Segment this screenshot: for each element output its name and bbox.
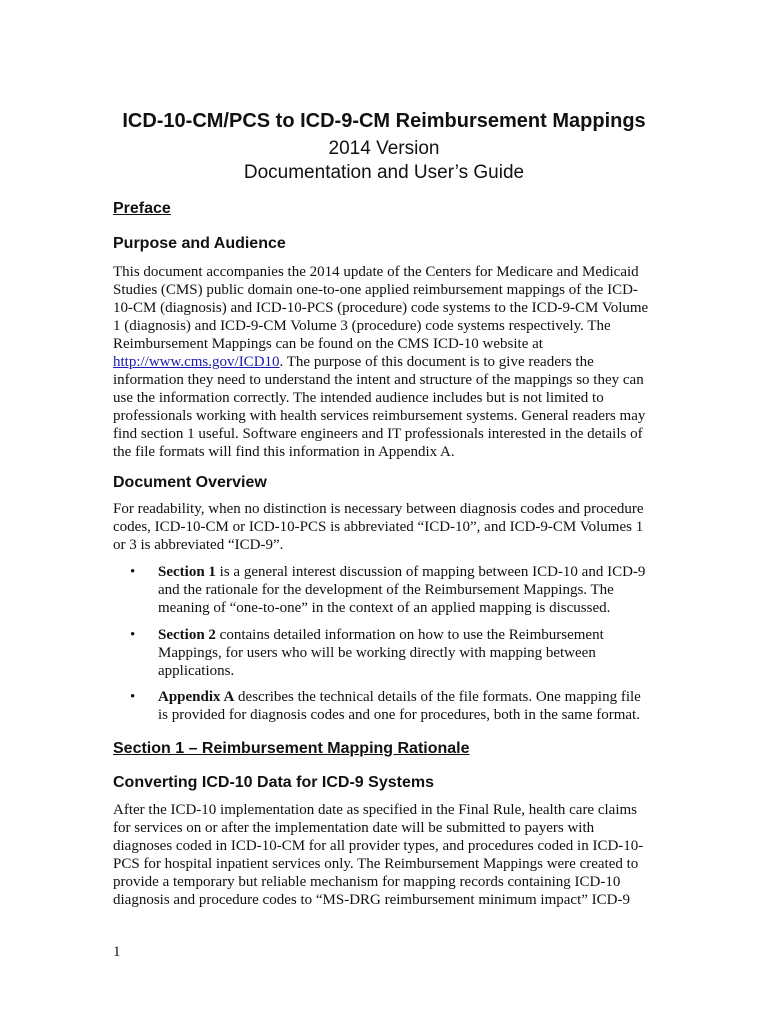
bullet-item: [158, 626, 658, 680]
purpose-link-after: . The purpose of this document is to give readers the: [279, 354, 594, 370]
converting-paragraph: [113, 801, 651, 909]
purpose-line: Studies (CMS) public domain one-to-one applied reimbursement mappings of the ICD-: [113, 282, 638, 298]
bullet-line: Mappings, for users who will be working directly with mapping between: [158, 645, 596, 661]
converting-line: PCS for hospital inpatient services only. The Reimbursement Mappings were created to: [113, 856, 639, 872]
purpose-line: find section 1 useful. Software engineers and IT professionals interested in the details of: [113, 426, 643, 442]
bullet-bold: Section 1: [158, 564, 216, 580]
converting-line: provide a temporary but reliable mechanism for mapping records containing ICD-10: [113, 874, 621, 890]
bullet-line: applications.: [158, 663, 235, 679]
overview-paragraph: [113, 500, 651, 554]
bullet-line: is provided for diagnosis codes and one for procedures, both in the same format.: [158, 707, 640, 723]
page-number: 1: [113, 944, 121, 960]
converting-line: diagnosis and procedure codes to “MS-DRG reimbursement minimum impact” ICD-9: [113, 892, 630, 908]
bullet-text: contains detailed information on how to use the Reimbursement: [215, 627, 604, 643]
bullet-text: describes the technical details of the file formats. One mapping file: [234, 689, 641, 705]
purpose-line: information they need to understand the intent and structure of the mappings so they can: [113, 372, 644, 388]
purpose-line: the file formats will find this information in Appendix A.: [113, 444, 455, 460]
bullet-line: meaning of “one-to-one” in the context of an applied mapping is discussed.: [158, 600, 611, 616]
bullet-icon: •: [130, 689, 136, 705]
document-title: ICD-10-CM/PCS to ICD-9-CM Reimbursement Mappings: [122, 110, 646, 132]
overview-line: or 3 is abbreviated “ICD-9”.: [113, 537, 284, 553]
cms-icd10-link[interactable]: http://www.cms.gov/ICD10: [113, 354, 280, 370]
bullet-item: [158, 563, 658, 617]
purpose-link-line: [113, 353, 651, 371]
purpose-line: 1 (diagnosis) and ICD-9-CM Volume 3 (procedure) code systems respectively. The: [113, 318, 611, 334]
converting-line: diagnoses coded in ICD-10-CM for all provider types, and procedures coded in ICD-10-: [113, 838, 644, 854]
purpose-line: Reimbursement Mappings can be found on the CMS ICD-10 website at: [113, 336, 543, 352]
purpose-paragraph: [113, 263, 651, 461]
purpose-line: use the information correctly. The intended audience includes but is not limited to: [113, 390, 604, 406]
version-subtitle: 2014 Version: [328, 138, 440, 159]
bullet-icon: •: [130, 627, 136, 643]
bullet-icon: •: [130, 564, 136, 580]
converting-heading: Converting ICD-10 Data for ICD-9 Systems: [113, 774, 434, 791]
bullet-item: [158, 688, 658, 724]
bullet-bold: Appendix A: [158, 689, 235, 705]
converting-line: After the ICD-10 implementation date as specified in the Final Rule, health care claims: [113, 802, 637, 818]
overview-line: codes, ICD-10-CM or ICD-10-PCS is abbreviated “ICD-10”, and ICD-9-CM Volumes 1: [113, 519, 644, 535]
preface-heading: Preface: [113, 200, 171, 217]
guide-subtitle: Documentation and User’s Guide: [243, 162, 525, 183]
converting-line: for services on or after the implementation date will be submitted to payers with: [113, 820, 595, 836]
purpose-line: This document accompanies the 2014 update of the Centers for Medicare and Medicaid: [113, 264, 639, 280]
purpose-line: professionals working with health services reimbursement systems. General readers may: [113, 408, 646, 424]
bullet-line: and the rationale for the development of the Reimbursement Mappings. The: [158, 582, 614, 598]
purpose-line: 10-CM (diagnosis) and ICD-10-PCS (procedure) code systems to the ICD-9-CM Volume: [113, 300, 649, 316]
overview-heading: Document Overview: [113, 474, 267, 491]
purpose-heading: Purpose and Audience: [113, 235, 286, 252]
section1-heading: Section 1 – Reimbursement Mapping Rationale: [113, 740, 470, 757]
bullet-text: is a general interest discussion of mapping between ICD-10 and ICD-9: [215, 564, 646, 580]
overview-line: For readability, when no distinction is necessary between diagnosis codes and procedure: [113, 501, 644, 517]
bullet-bold: Section 2: [158, 627, 216, 643]
